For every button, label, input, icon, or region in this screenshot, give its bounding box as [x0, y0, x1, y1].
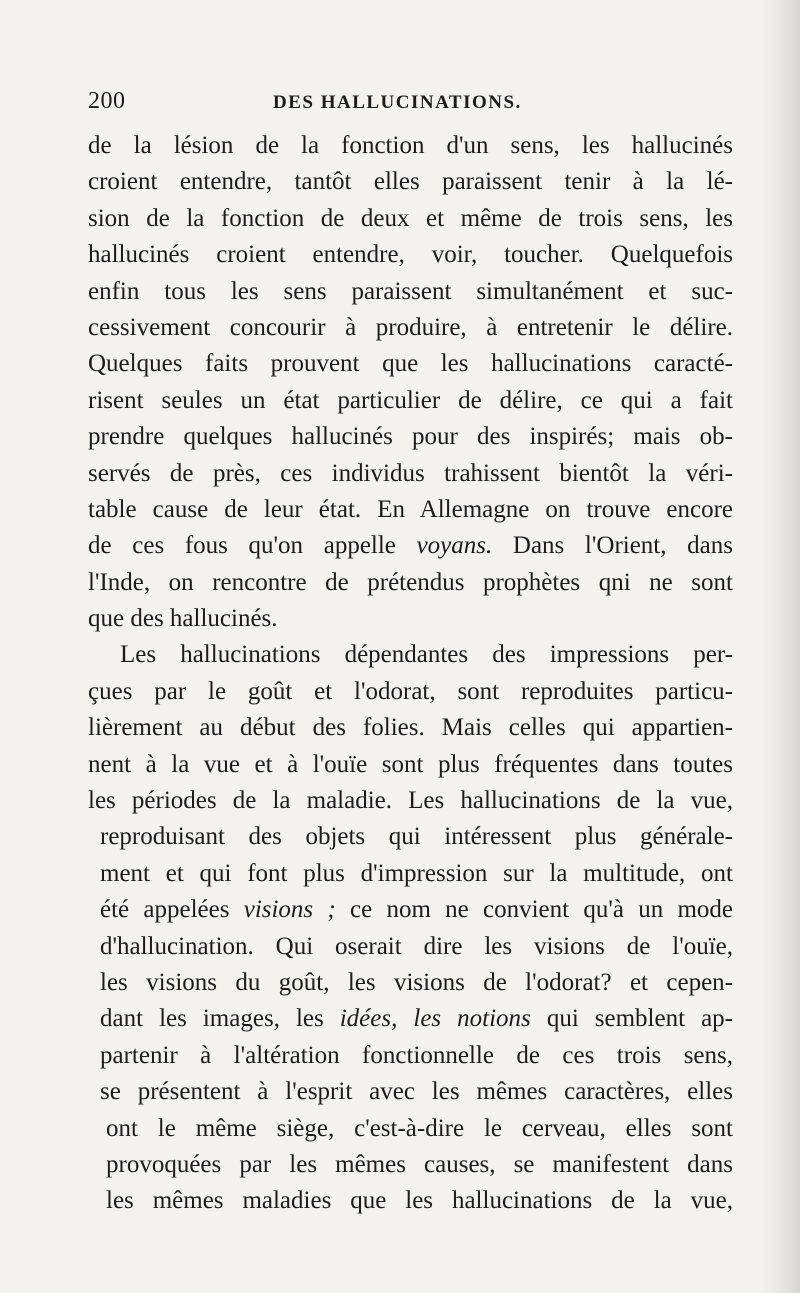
text-line: de la lésion de la fonction d'un sens, les hallucinés: [88, 132, 733, 159]
text-line: prendre quelques hallucinés pour des inspirés; mais ob-: [88, 423, 733, 451]
text-line: ment et qui font plus d'impression sur la multitude, ont: [100, 859, 733, 887]
text-line: sion de la fonction de deux et même de trois sens, les: [88, 204, 733, 232]
italic-text: visions ;: [243, 896, 336, 924]
text-segment: de ces fous qu'on appelle: [88, 532, 417, 560]
body-text: [88, 128, 733, 1220]
text-line: les visions du goût, les visions de l'odorat? et cepen-: [100, 968, 733, 996]
text-line: nent à la vue et à l'ouïe sont plus fréquentes dans toutes: [88, 750, 733, 778]
text-line: Les hallucinations dépendantes des impressions per-: [120, 641, 733, 669]
text-line: lièrement au début des folies. Mais celles qui appartien-: [88, 714, 733, 742]
text-line: [88, 892, 733, 928]
page-number: 200: [88, 88, 126, 114]
text-line: Quelques faits prouvent que les hallucinations caracté-: [88, 350, 733, 378]
text-line: risent seules un état particulier de délire, ce qui a fait: [88, 386, 733, 414]
text-line: hallucinés croient entendre, voir, toucher. Quelquefois: [88, 241, 733, 269]
page-edge-shadow: [760, 0, 800, 1293]
text-segment: dant les images, les: [100, 1005, 340, 1033]
text-segment: Dans l'Orient, dans: [492, 532, 733, 560]
text-line: croient entendre, tantôt elles paraissent tenir à la lé-: [88, 168, 733, 196]
text-line: partenir à l'altération fonctionnelle de ces trois sens,: [100, 1041, 733, 1069]
text-segment: été appelées: [100, 896, 244, 924]
text-line: l'Inde, on rencontre de prétendus prophètes qni ne sont: [88, 568, 733, 596]
text-line: d'hallucination. Qui oserait dire les visions de l'ouïe,: [100, 932, 733, 960]
text-line: servés de près, ces individus trahissent bientôt la véri-: [88, 459, 733, 487]
text-line: provoquées par les mêmes causes, se manifestent dans: [106, 1150, 733, 1178]
italic-text: voyans.: [416, 532, 493, 560]
page-header: [88, 88, 738, 118]
text-line: ont le même siège, c'est-à-dire le cerveau, elles sont: [106, 1114, 733, 1142]
running-head: DES HALLUCINATIONS.: [273, 92, 522, 113]
text-line: se présentent à l'esprit avec les mêmes caractères, elles: [100, 1078, 733, 1106]
text-line: [88, 1001, 733, 1037]
text-line: cessivement concourir à produire, à entretenir le délire.: [88, 313, 733, 341]
text-segment: ce nom ne convient qu'à un mode: [335, 896, 733, 924]
text-line: que des hallucinés.: [88, 605, 278, 633]
text-line: les périodes de la maladie. Les hallucinations de la vue,: [88, 787, 733, 815]
text-line: [88, 528, 733, 564]
text-line: çues par le goût et l'odorat, sont reproduites particu-: [88, 677, 733, 705]
text-line: table cause de leur état. En Allemagne on trouve encore: [88, 495, 733, 523]
text-line: enfin tous les sens paraissent simultanément et suc-: [88, 277, 733, 305]
text-line: reproduisant des objets qui intéressent plus générale-: [100, 823, 733, 851]
text-line: les mêmes maladies que les hallucinations de la vue,: [106, 1187, 733, 1215]
text-segment: qui semblent ap-: [530, 1005, 733, 1033]
italic-text: idées, les notions: [339, 1005, 531, 1033]
